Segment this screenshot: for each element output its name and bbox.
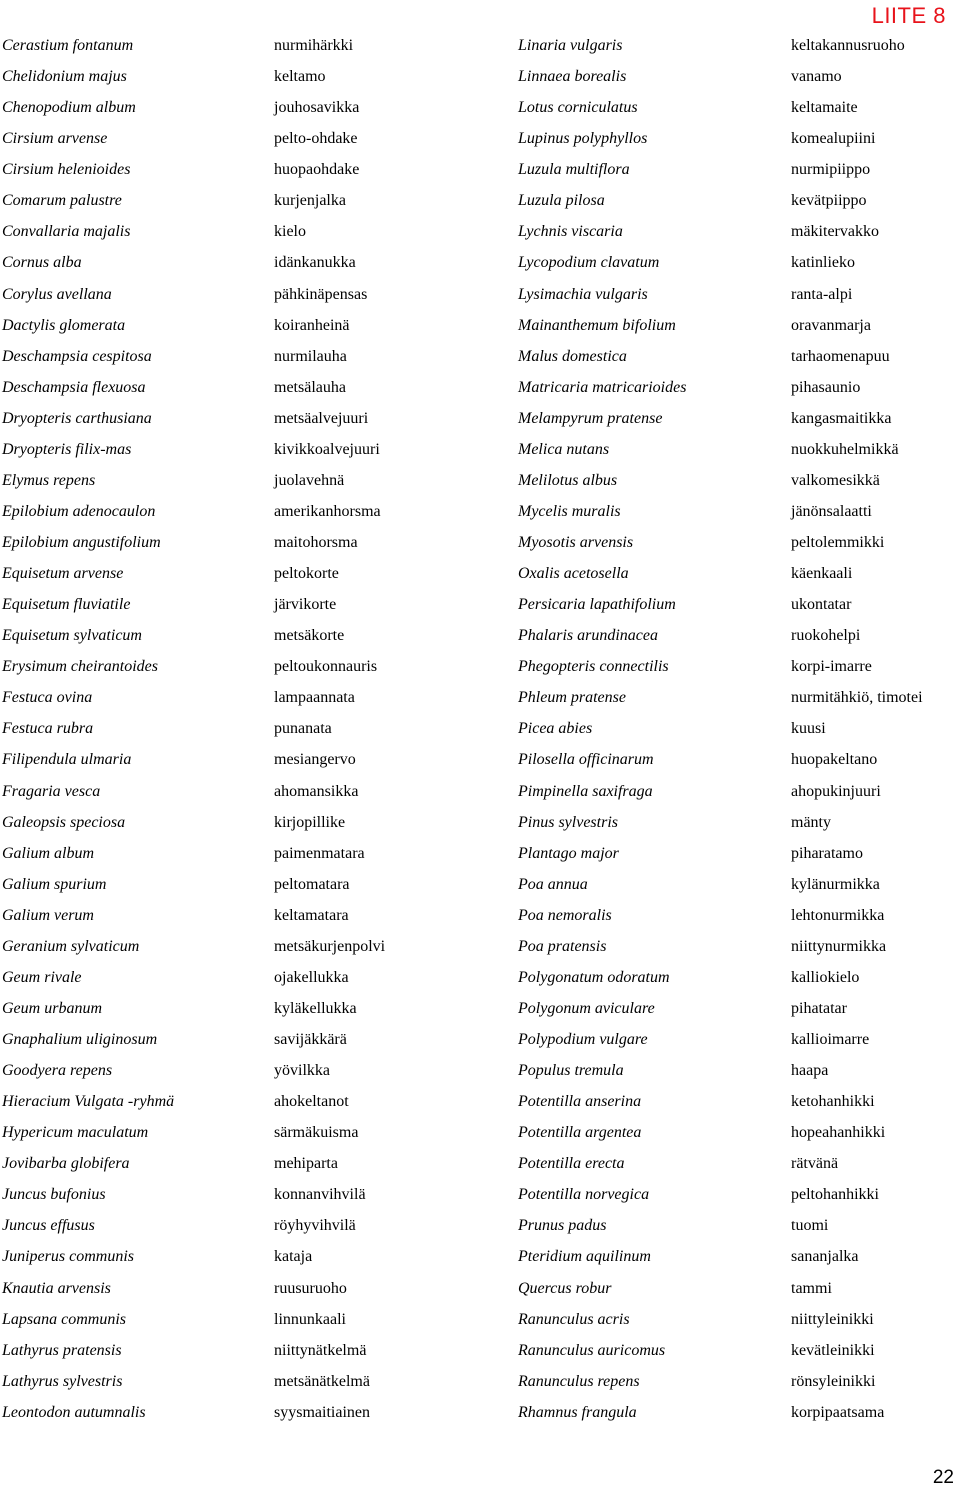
finnish-species-name: savijäkkärä xyxy=(274,1031,347,1048)
latin-species-name: Lychnis viscaria xyxy=(518,223,623,241)
finnish-species-name: metsäalvejuuri xyxy=(274,409,369,427)
latin-species-name: Lathyrus pratensis xyxy=(2,1341,122,1359)
latin-species-name: Corylus avellana xyxy=(2,285,112,303)
latin-species-name: Elymus repens xyxy=(2,471,96,489)
finnish-species-name: linnunkaali xyxy=(274,1310,346,1328)
finnish-species-name: niittyleinikki xyxy=(791,1310,874,1328)
latin-species-name: Luzula multiflora xyxy=(518,161,630,179)
latin-species-name: Galium album xyxy=(2,844,94,862)
finnish-species-name: lampaannata xyxy=(274,689,355,707)
latin-species-name: Persicaria lapathifolium xyxy=(518,596,676,614)
latin-species-name: Erysimum cheirantoides xyxy=(2,658,158,676)
latin-species-name: Rhamnus frangula xyxy=(518,1403,637,1421)
finnish-species-name: ahokeltanot xyxy=(274,1093,349,1111)
latin-species-name: Festuca rubra xyxy=(2,720,94,738)
finnish-species-name: nuokkuhelmikkä xyxy=(791,440,899,458)
finnish-species-name: amerikanhorsma xyxy=(274,502,381,520)
latin-species-name: Melica nutans xyxy=(518,440,610,458)
finnish-species-name: punanata xyxy=(274,720,332,738)
latin-species-name: Mainanthemum bifolium xyxy=(518,316,676,334)
finnish-species-name: tuomi xyxy=(791,1217,829,1235)
latin-species-name: Goodyera repens xyxy=(2,1062,113,1080)
latin-species-name: Poa nemoralis xyxy=(518,906,612,924)
latin-species-name: Lycopodium clavatum xyxy=(518,254,660,272)
latin-species-name: Deschampsia cespitosa xyxy=(2,347,152,365)
finnish-species-name: paimenmatara xyxy=(274,844,365,862)
latin-species-name: Juncus effusus xyxy=(2,1217,95,1235)
latin-species-name: Galeopsis speciosa xyxy=(2,813,126,831)
latin-species-name: Polygonum aviculare xyxy=(518,999,655,1017)
finnish-species-name: keltamo xyxy=(274,68,326,86)
latin-species-name: Galium verum xyxy=(2,906,94,924)
left-finnish-names-column xyxy=(274,30,385,1428)
finnish-species-name: nurmilauha xyxy=(274,347,347,365)
finnish-species-name: tarhaomenapuu xyxy=(791,347,890,365)
finnish-species-name: kivikkoalvejuuri xyxy=(274,440,380,458)
latin-species-name: Hieracium Vulgata -ryhmä xyxy=(2,1093,175,1111)
latin-species-name: Phalaris arundinacea xyxy=(518,627,658,645)
finnish-species-name: yövilkka xyxy=(274,1062,330,1080)
latin-species-name: Jovibarba globifera xyxy=(2,1155,130,1173)
latin-species-name: Mycelis muralis xyxy=(518,502,621,520)
latin-species-name: Galium spurium xyxy=(2,875,107,893)
finnish-species-name: valkomesikkä xyxy=(791,471,880,489)
latin-species-name: Deschampsia flexuosa xyxy=(2,378,146,396)
finnish-species-name: katinlieko xyxy=(791,254,855,272)
finnish-species-name: kielo xyxy=(274,223,306,241)
latin-species-name: Potentilla anserina xyxy=(518,1093,642,1111)
latin-species-name: Geum urbanum xyxy=(2,999,102,1017)
latin-species-name: Juncus bufonius xyxy=(2,1186,106,1204)
finnish-species-name: ahomansikka xyxy=(274,782,359,800)
latin-species-name: Geum rivale xyxy=(2,968,82,986)
finnish-species-name: pelto-ohdake xyxy=(274,130,358,148)
latin-species-name: Ranunculus auricomus xyxy=(518,1341,666,1359)
latin-species-name: Potentilla norvegica xyxy=(518,1186,650,1204)
finnish-species-name: rönsyleinikki xyxy=(791,1372,876,1390)
finnish-species-name: särmäkuisma xyxy=(274,1124,359,1142)
latin-species-name: Populus tremula xyxy=(518,1062,624,1080)
finnish-species-name: jouhosavikka xyxy=(274,99,360,117)
latin-species-name: Dryopteris carthusiana xyxy=(2,409,152,427)
latin-species-name: Convallaria majalis xyxy=(2,223,131,241)
finnish-species-name: pihatatar xyxy=(791,999,847,1017)
finnish-species-name: mesiangervo xyxy=(274,751,356,769)
finnish-species-name: nurmihärkki xyxy=(274,37,354,54)
finnish-species-name: oravanmarja xyxy=(791,316,871,334)
finnish-species-name: ruusuruoho xyxy=(274,1279,347,1297)
latin-species-name: Chenopodium album xyxy=(2,99,136,117)
latin-species-name: Knautia arvensis xyxy=(2,1279,111,1297)
finnish-species-name: piharatamo xyxy=(791,844,863,862)
finnish-species-name: tammi xyxy=(791,1279,832,1297)
finnish-species-name: kalliokielo xyxy=(791,968,860,986)
latin-species-name: Chelidonium majus xyxy=(2,68,127,86)
finnish-species-name: peltolemmikki xyxy=(791,534,885,551)
finnish-species-name: idänkanukka xyxy=(274,254,356,272)
finnish-species-name: kuusi xyxy=(791,720,826,738)
latin-species-name: Linaria vulgaris xyxy=(518,37,623,54)
finnish-species-name: korpipaatsama xyxy=(791,1403,885,1421)
finnish-species-name: kyläkellukka xyxy=(274,999,357,1017)
finnish-species-name: kangasmaitikka xyxy=(791,409,892,427)
latin-species-name: Dactylis glomerata xyxy=(2,316,126,334)
finnish-species-name: jänönsalaatti xyxy=(791,502,872,520)
finnish-species-name: kirjopillike xyxy=(274,813,346,831)
finnish-species-name: peltohanhikki xyxy=(791,1186,879,1204)
latin-species-name: Oxalis acetosella xyxy=(518,565,629,583)
latin-species-name: Polygonatum odoratum xyxy=(518,968,670,986)
latin-species-name: Lupinus polyphyllos xyxy=(518,130,648,148)
finnish-species-name: metsäkurjenpolvi xyxy=(274,937,386,955)
finnish-species-name: keltakannusruoho xyxy=(791,37,905,54)
latin-species-name: Hypericum maculatum xyxy=(2,1124,149,1142)
latin-species-name: Prunus padus xyxy=(518,1217,607,1235)
latin-species-name: Malus domestica xyxy=(518,347,627,365)
latin-species-name: Myosotis arvensis xyxy=(518,534,634,551)
finnish-species-name: ukontatar xyxy=(791,596,852,614)
latin-species-name: Polypodium vulgare xyxy=(518,1031,648,1048)
latin-species-name: Equisetum fluviatile xyxy=(2,596,131,614)
latin-species-name: Filipendula ulmaria xyxy=(2,751,132,769)
latin-species-name: Epilobium angustifolium xyxy=(2,534,161,551)
finnish-species-name: huopakeltano xyxy=(791,751,878,769)
finnish-species-name: huopaohdake xyxy=(274,161,360,179)
finnish-species-name: kataja xyxy=(274,1248,313,1266)
latin-species-name: Phleum pratense xyxy=(518,689,626,707)
left-latin-names-column xyxy=(2,30,174,1428)
finnish-species-name: metsänätkelmä xyxy=(274,1372,370,1390)
finnish-species-name: haapa xyxy=(791,1062,829,1080)
latin-species-name: Ranunculus acris xyxy=(518,1310,630,1328)
finnish-species-name: mäkitervakko xyxy=(791,223,879,241)
finnish-species-name: peltokorte xyxy=(274,565,339,583)
latin-species-name: Lapsana communis xyxy=(2,1310,127,1328)
latin-species-name: Cirsium helenioides xyxy=(2,161,131,179)
latin-species-name: Gnaphalium uliginosum xyxy=(2,1031,158,1048)
latin-species-name: Plantago major xyxy=(518,844,619,862)
finnish-species-name: mänty xyxy=(791,813,831,831)
finnish-species-name: järvikorte xyxy=(274,596,337,614)
finnish-species-name: käenkaali xyxy=(791,565,853,583)
finnish-species-name: niittynurmikka xyxy=(791,937,887,955)
latin-species-name: Ranunculus repens xyxy=(518,1372,640,1390)
finnish-species-name: kevätpiippo xyxy=(791,192,867,210)
finnish-species-name: niittynätkelmä xyxy=(274,1341,367,1359)
finnish-species-name: metsälauha xyxy=(274,378,346,396)
finnish-species-name: maitohorsma xyxy=(274,534,358,551)
finnish-species-name: peltoukonnauris xyxy=(274,658,378,676)
finnish-species-name: mehiparta xyxy=(274,1155,338,1173)
page-number: 22 xyxy=(932,1467,954,1488)
finnish-species-name: rätvänä xyxy=(791,1155,839,1173)
finnish-species-name: konnanvihvilä xyxy=(274,1186,366,1204)
latin-species-name: Pilosella officinarum xyxy=(518,751,654,769)
latin-species-name: Luzula pilosa xyxy=(518,192,605,210)
finnish-species-name: sananjalka xyxy=(791,1248,859,1266)
latin-species-name: Potentilla erecta xyxy=(518,1155,625,1173)
finnish-species-name: peltomatara xyxy=(274,875,350,893)
latin-species-name: Potentilla argentea xyxy=(518,1124,642,1142)
latin-species-name: Melilotus albus xyxy=(518,471,618,489)
finnish-species-name: röyhyvihvilä xyxy=(274,1217,356,1235)
latin-species-name: Cerastium fontanum xyxy=(2,37,134,54)
finnish-species-name: kallioimarre xyxy=(791,1031,870,1048)
appendix-label: LIITE 8 xyxy=(871,3,946,28)
latin-species-name: Geranium sylvaticum xyxy=(2,937,140,955)
latin-species-name: Melampyrum pratense xyxy=(518,409,663,427)
latin-species-name: Festuca ovina xyxy=(2,689,93,707)
finnish-species-name: ranta-alpi xyxy=(791,285,853,303)
finnish-species-name: keltamatara xyxy=(274,906,349,924)
latin-species-name: Comarum palustre xyxy=(2,192,122,210)
latin-species-name: Picea abies xyxy=(518,720,593,738)
finnish-species-name: pihasaunio xyxy=(791,378,861,396)
latin-species-name: Equisetum sylvaticum xyxy=(2,627,142,645)
latin-species-name: Matricaria matricarioides xyxy=(518,378,687,396)
finnish-species-name: korpi-imarre xyxy=(791,658,872,676)
finnish-species-name: nurmipiippo xyxy=(791,161,871,179)
latin-species-name: Equisetum arvense xyxy=(2,565,124,583)
latin-species-name: Poa annua xyxy=(518,875,588,893)
finnish-species-name: kevätleinikki xyxy=(791,1341,875,1359)
finnish-species-name: vanamo xyxy=(791,68,842,86)
finnish-species-name: metsäkorte xyxy=(274,627,345,645)
finnish-species-name: ahopukinjuuri xyxy=(791,782,881,800)
finnish-species-name: ojakellukka xyxy=(274,968,349,986)
latin-species-name: Lathyrus sylvestris xyxy=(2,1372,123,1390)
latin-species-name: Phegopteris connectilis xyxy=(518,658,669,676)
right-finnish-names-column xyxy=(791,30,923,1428)
latin-species-name: Lysimachia vulgaris xyxy=(518,285,648,303)
finnish-species-name: kurjenjalka xyxy=(274,192,346,210)
latin-species-name: Pteridium aquilinum xyxy=(518,1248,651,1266)
latin-species-name: Cirsium arvense xyxy=(2,130,108,148)
latin-species-name: Cornus alba xyxy=(2,254,82,272)
finnish-species-name: koiranheinä xyxy=(274,316,350,334)
latin-species-name: Linnaea borealis xyxy=(518,68,627,86)
latin-species-name: Epilobium adenocaulon xyxy=(2,502,156,520)
finnish-species-name: kylänurmikka xyxy=(791,875,880,893)
finnish-species-name: nurmitähkiö, timotei xyxy=(791,689,923,707)
latin-species-name: Juniperus communis xyxy=(2,1248,134,1266)
finnish-species-name: keltamaite xyxy=(791,99,858,117)
latin-species-name: Dryopteris filix-mas xyxy=(2,440,132,458)
finnish-species-name: syysmaitiainen xyxy=(274,1403,370,1421)
finnish-species-name: komealupiini xyxy=(791,130,876,148)
finnish-species-name: pähkinäpensas xyxy=(274,285,368,303)
finnish-species-name: hopeahanhikki xyxy=(791,1124,886,1142)
latin-species-name: Poa pratensis xyxy=(518,937,607,955)
finnish-species-name: ruokohelpi xyxy=(791,627,861,645)
latin-species-name: Lotus corniculatus xyxy=(518,99,638,117)
finnish-species-name: juolavehnä xyxy=(274,471,345,489)
latin-species-name: Pinus sylvestris xyxy=(518,813,618,831)
right-latin-names-column xyxy=(518,30,686,1428)
latin-species-name: Pimpinella saxifraga xyxy=(518,782,653,800)
latin-species-name: Leontodon autumnalis xyxy=(2,1403,146,1421)
finnish-species-name: lehtonurmikka xyxy=(791,906,885,924)
latin-species-name: Quercus robur xyxy=(518,1279,612,1297)
latin-species-name: Fragaria vesca xyxy=(2,782,101,800)
finnish-species-name: ketohanhikki xyxy=(791,1093,875,1111)
